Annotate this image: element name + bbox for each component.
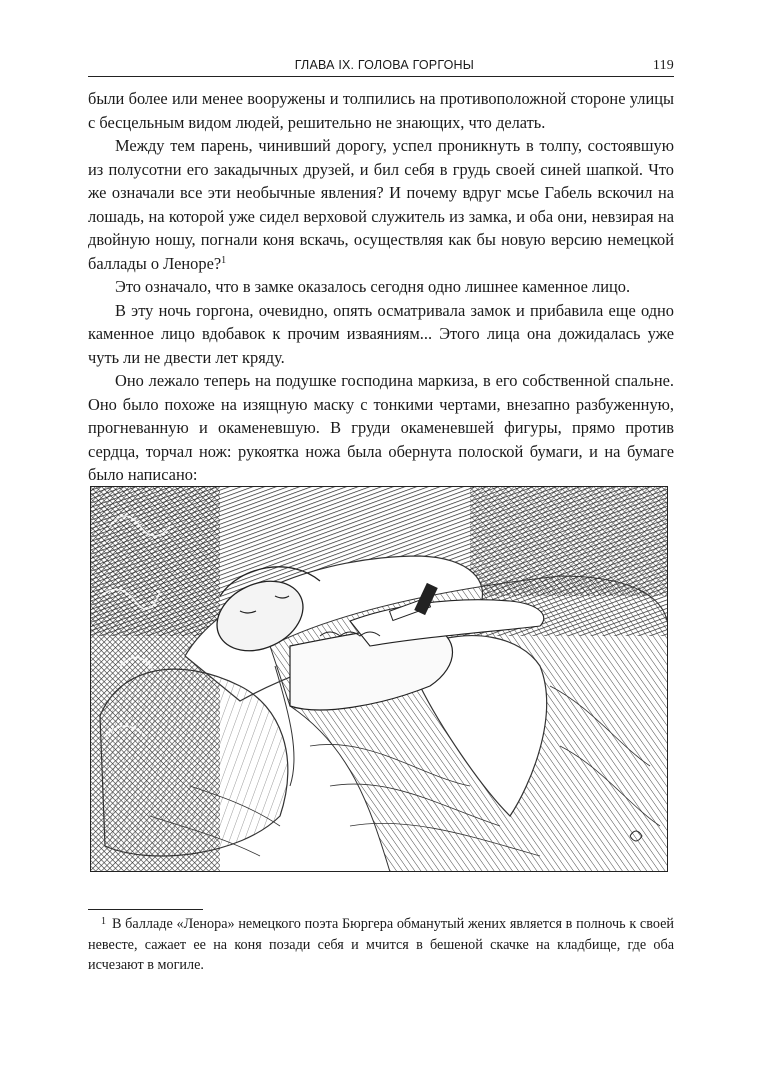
footnote-rule	[88, 909, 203, 910]
body-text	[88, 87, 674, 510]
footnote-reference[interactable]: 1	[221, 254, 227, 266]
paragraph: были более или менее вооружены и толпились на противоположной стороне улицы с бесцельным видом людей, решительно не знающих, что делать.	[88, 89, 674, 132]
paragraph: Оно лежало теперь на подушке господина маркиза, в его собственной спальне. Оно было похоже на изящную маску с тонкими чертами, внезапно разбуженную, прогневанную и окаменевшую. В груди окаменевшей фигуры, прямо против сердца, торчал нож: рукоятка ножа была обернута полоской бумаги, и на бумаге было написано:	[88, 371, 674, 484]
footnote	[88, 914, 674, 976]
paragraph-text: Между тем парень, чинивший дорогу, успел проникнуть в толпу, состоявшую из полусотни его закадычных друзей, и бил себя в грудь своей синей шапкой. Что же означали все эти необычные явления? И почему вдруг мсье Габель вскочил на лошадь, на которой уже сидел верховой служитель из замка, и оба они, невзирая на двойную ношу, погнали коня вскачь, осуществляя как бы новую версию немецкой баллады о Леноре?	[88, 136, 674, 273]
paragraph-with-footnote	[88, 134, 674, 275]
engraving-image	[90, 486, 668, 872]
footnote-marker: 1	[101, 916, 106, 927]
engraving-illustration	[90, 486, 668, 872]
paragraph: Это означало, что в замке оказалось сегодня одно лишнее каменное лицо.	[115, 277, 631, 296]
chapter-title: ГЛАВА IX. ГОЛОВА ГОРГОНЫ	[294, 58, 474, 72]
page-number: 119	[652, 58, 674, 73]
header-rule	[88, 76, 674, 77]
footnote-paragraph	[88, 914, 674, 976]
paragraph: В эту ночь горгона, очевидно, опять осматривала замок и прибавила еще одно каменное лицо вдобавок к прочим изваяниям... Этого лица она дожидалась уже чуть ли не двести лет кряду.	[88, 300, 674, 367]
footnote-text: В балладе «Ленора» немецкого поэта Бюргера обманутый жених является в полночь к своей невесте, сажает ее на коня позади себя и мчится в бешеной скачке на кладбище, где оба исчезают в могиле.	[88, 916, 674, 973]
running-head	[88, 58, 674, 76]
